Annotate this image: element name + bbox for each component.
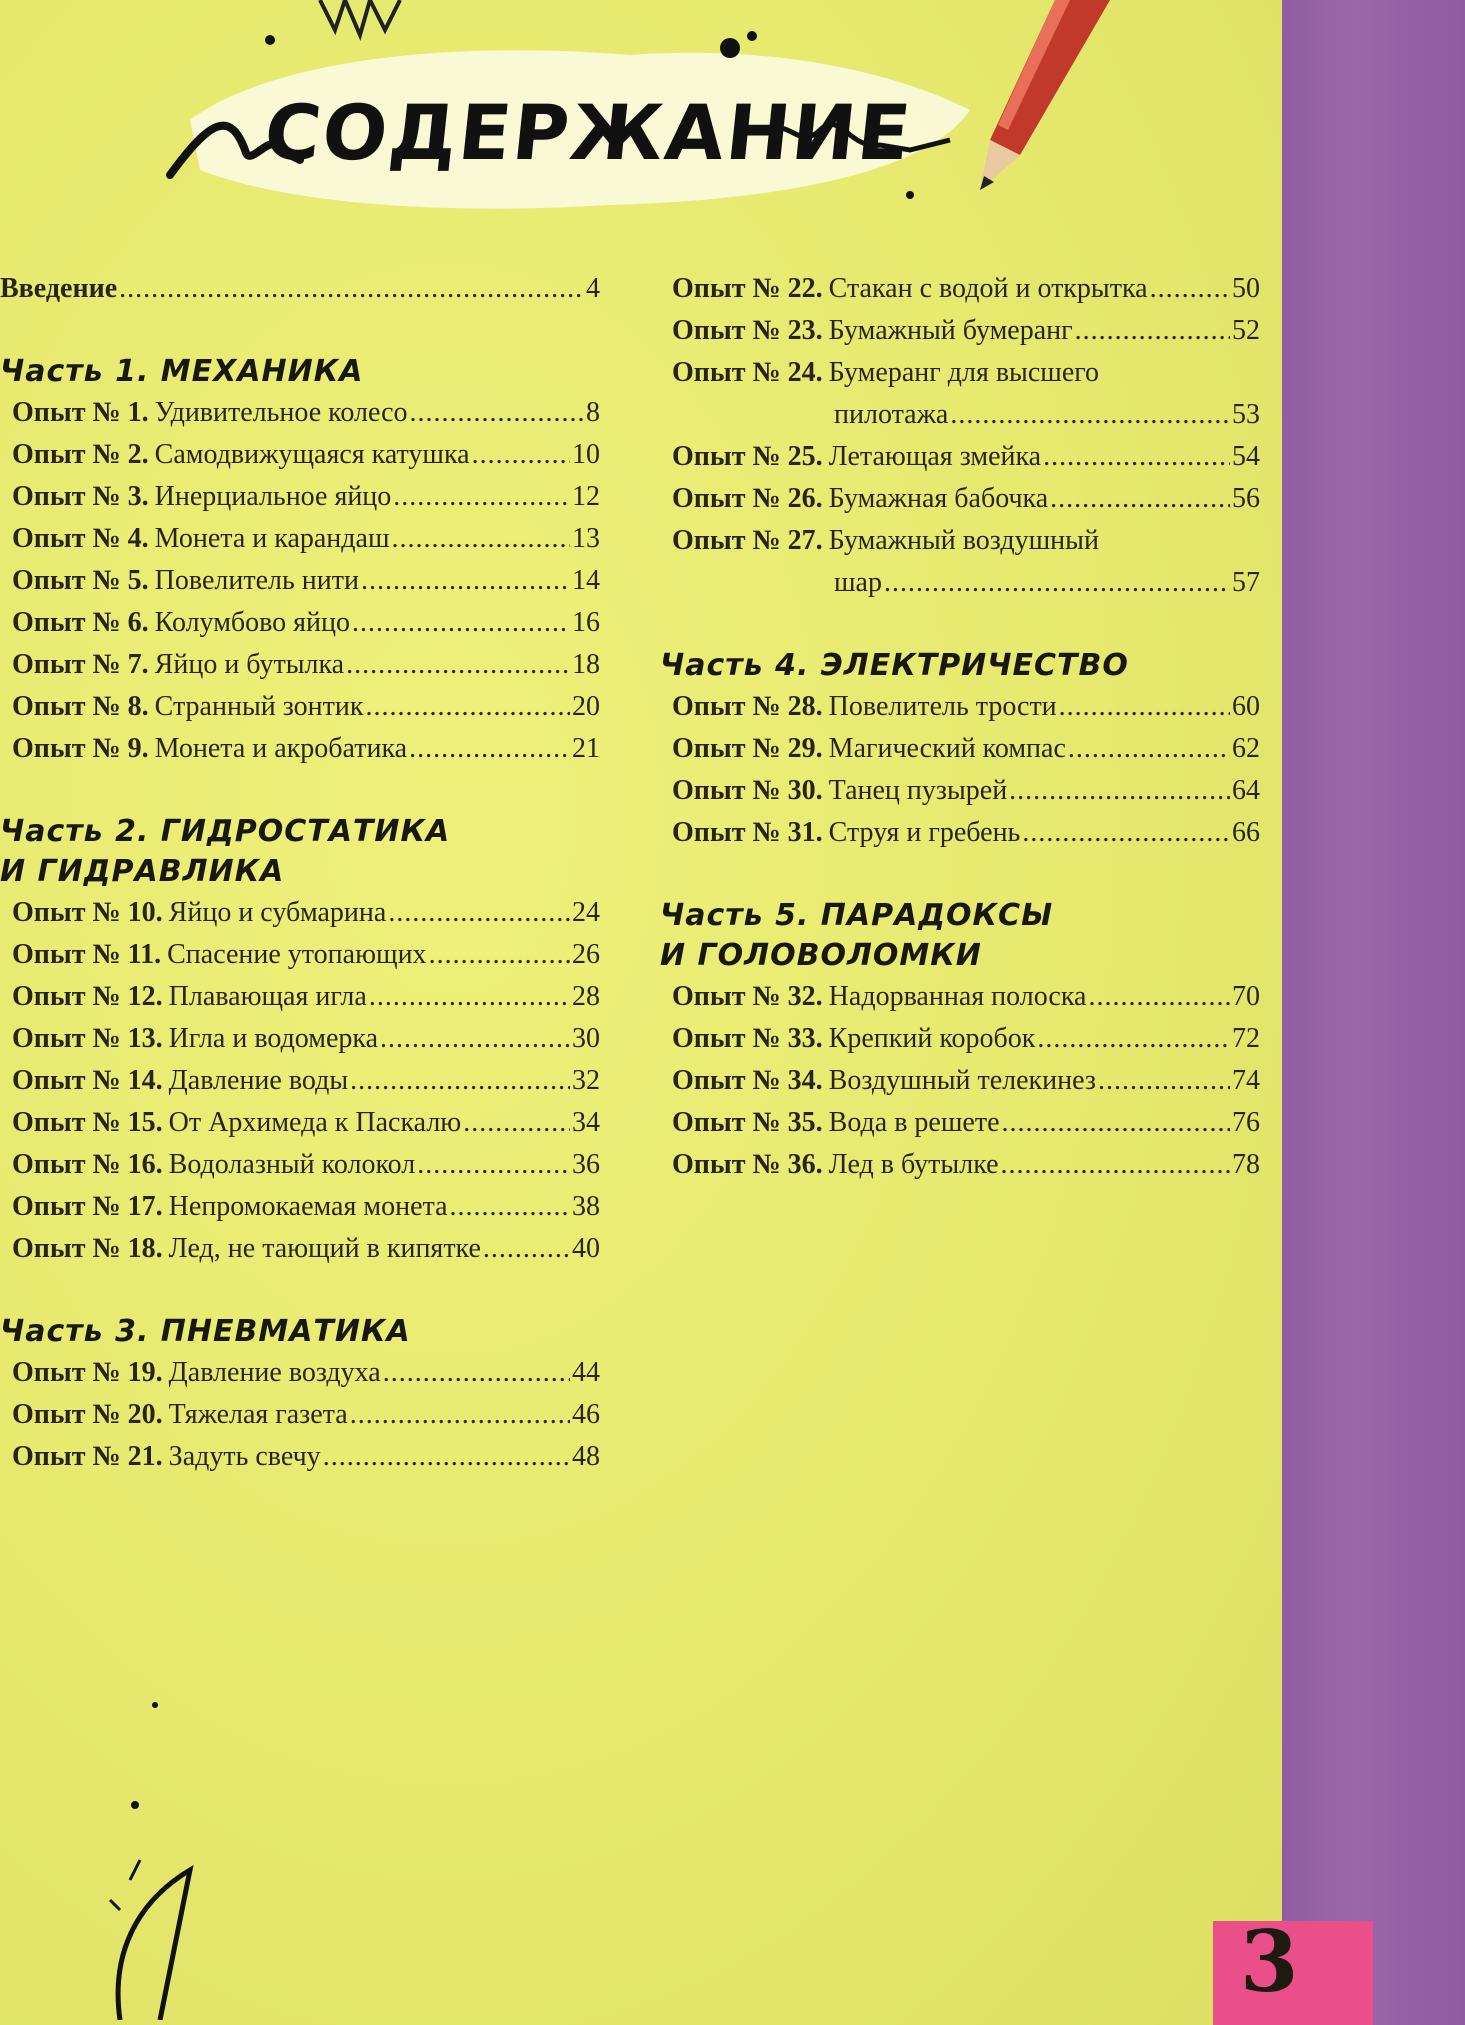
toc-entry[interactable] [0,1394,600,1436]
entry-title: Игла и водомерка [168,1023,379,1054]
entry-page: 40 [572,1233,600,1264]
entry-number: Опыт № 26. [672,483,823,514]
part2-list [0,892,600,1270]
toc-entry[interactable] [660,770,1260,812]
entry-number: Опыт № 14. [12,1065,163,1096]
entry-number: Опыт № 32. [672,981,823,1012]
entry-page: 50 [1232,273,1260,304]
entry-page: 30 [572,1023,600,1054]
part3-continued-list [660,268,1260,604]
intro-label: Введение [0,273,118,304]
dot-leader [417,1144,570,1186]
entry-page: 34 [572,1107,600,1138]
dot-leader [1009,770,1230,812]
section-title-part3: Часть 3. ПНЕВМАТИКА [0,1314,411,1349]
toc-entry[interactable] [0,644,600,686]
entry-number: Опыт № 29. [672,733,823,764]
entry-title: Колумбово яйцо [154,607,351,638]
part3-list [0,1352,600,1478]
dot-leader [365,686,570,728]
dot-leader [383,1352,570,1394]
section-title-part4: Часть 4. ЭЛЕКТРИЧЕСТВО [660,648,1129,683]
entry-title: Крепкий коробок [828,1023,1036,1054]
entry-number: Опыт № 33. [672,1023,823,1054]
entry-title: Повелитель трости [828,691,1057,722]
toc-entry[interactable] [660,1018,1260,1060]
entry-title: Надорванная полоска [828,981,1087,1012]
entry-number: Опыт № 28. [672,691,823,722]
section-title-part1: Часть 1. МЕХАНИКА [0,354,364,389]
dot-leader [1075,310,1230,352]
entry-number: Опыт № 17. [12,1191,163,1222]
dot-leader [1043,436,1230,478]
entry-title: Повелитель нити [154,565,359,596]
entry-number: Опыт № 5. [12,565,149,596]
toc-row-intro[interactable] [0,268,600,310]
toc-entry[interactable] [660,436,1260,478]
toc-entry[interactable] [0,1436,600,1478]
entry-number: Опыт № 27. [672,525,823,556]
entry-title: Водолазный колокол [168,1149,416,1180]
entry-page: 24 [572,897,600,928]
entry-title: От Архимеда к Паскалю [168,1107,462,1138]
scribble-lines [320,0,400,35]
dot-leader [350,1394,570,1436]
dot-leader [1150,268,1230,310]
toc-left-column [0,268,600,1478]
entry-title: Тяжелая газета [168,1399,348,1430]
dot-leader [1001,1144,1230,1186]
entry-title: Давление воды [168,1065,349,1096]
toc-entry[interactable] [0,1060,600,1102]
toc-entry[interactable] [0,518,600,560]
toc-entry[interactable] [0,686,600,728]
entry-number: Опыт № 8. [12,691,149,722]
toc-entry[interactable] [660,310,1260,352]
entry-number: Опыт № 1. [12,397,149,428]
entry-page: 36 [572,1149,600,1180]
part5-list [660,976,1260,1186]
toc-entry[interactable] [660,1060,1260,1102]
entry-title: Монета и карандаш [154,523,390,554]
entry-title: Странный зонтик [154,691,364,722]
entry-page: 12 [572,481,600,512]
entry-title: Лед, не тающий в кипятке [168,1233,481,1264]
entry-number: Опыт № 19. [12,1357,163,1388]
entry-title: Бумажная бабочка [828,483,1049,514]
entry-number: Опыт № 24. [672,357,823,388]
dot-leader [1088,976,1230,1018]
dot-leader [350,1060,570,1102]
dot-leader [1068,728,1230,770]
entry-number: Опыт № 9. [12,733,149,764]
entry-page: 60 [1232,691,1260,722]
dot-leader [950,394,1230,436]
dot-leader [483,1228,570,1270]
entry-title: Яйцо и бутылка [154,649,345,680]
entry-page: 57 [1232,567,1260,598]
entry-number: Опыт № 7. [12,649,149,680]
entry-number: Опыт № 4. [12,523,149,554]
entry-number: Опыт № 15. [12,1107,163,1138]
dot-leader [472,434,570,476]
entry-number: Опыт № 35. [672,1107,823,1138]
entry-number: Опыт № 30. [672,775,823,806]
entry-number: Опыт № 34. [672,1065,823,1096]
dot-leader [1002,1102,1230,1144]
dot-leader [410,392,584,434]
toc-entry[interactable] [0,434,600,476]
entry-title: Самодвижущаяся катушка [154,439,470,470]
doodle-decoration [100,1700,220,2020]
dot-leader [352,602,570,644]
entry-number: Опыт № 22. [672,273,823,304]
toc-entry[interactable] [0,976,600,1018]
toc-entry[interactable] [0,1102,600,1144]
entry-page: 56 [1232,483,1260,514]
toc-entry[interactable] [660,1144,1260,1186]
entry-page: 38 [572,1191,600,1222]
entry-title: Инерциальное яйцо [154,481,392,512]
section-title-part2-line1: Часть 2. ГИДРОСТАТИКА [0,814,451,849]
entry-title: Удивительное колесо [154,397,408,428]
entry-page: 28 [572,981,600,1012]
entry-page: 44 [572,1357,600,1388]
dot-leader [450,1186,571,1228]
entry-title: Бумажный бумеранг [828,315,1073,346]
entry-page: 53 [1232,399,1260,430]
dot-leader [1059,686,1230,728]
entry-title-continued: пилотажа [834,399,949,430]
part4-list [660,686,1260,854]
toc-entry[interactable] [660,1102,1260,1144]
entry-number: Опыт № 10. [12,897,163,928]
toc-entry[interactable] [0,892,600,934]
dot-leader [1050,478,1230,520]
dot-leader [393,476,570,518]
toc-entry[interactable] [660,728,1260,770]
entry-number: Опыт № 6. [12,607,149,638]
entry-page: 52 [1232,315,1260,346]
toc-entry[interactable] [0,1228,600,1270]
entry-number: Опыт № 3. [12,481,149,512]
section-title-part5-line1: Часть 5. ПАРАДОКСЫ [660,898,1054,933]
entry-page: 21 [572,733,600,764]
toc-entry[interactable] [660,520,1260,562]
side-band [1282,0,1465,2025]
pencil-icon [960,0,1110,200]
entry-title: Давление воздуха [168,1357,381,1388]
toc-entry[interactable] [0,1352,600,1394]
section-title-part5-line2: И ГОЛОВОЛОМКИ [660,938,982,973]
entry-page: 16 [572,607,600,638]
dot-leader [380,1018,570,1060]
entry-title: Монета и акробатика [154,733,408,764]
dot-leader [1022,812,1230,854]
entry-title: Спасение утопающих [167,939,427,970]
entry-title: Яйцо и субмарина [168,897,387,928]
entry-title: Задуть свечу [168,1441,321,1472]
toc-entry[interactable] [660,478,1260,520]
entry-title: Стакан с водой и открытка [828,273,1148,304]
entry-page: 32 [572,1065,600,1096]
entry-title: Плавающая игла [168,981,367,1012]
dot-leader [392,518,570,560]
toc-entry[interactable] [0,476,600,518]
entry-page: 62 [1232,733,1260,764]
entry-title: Магический компас [828,733,1066,764]
page-title: СОДЕРЖАНИЕ [260,88,917,177]
dot-leader [1098,1060,1230,1102]
dot-leader [1037,1018,1230,1060]
section-title-part2-line2: И ГИДРАВЛИКА [0,854,285,889]
entry-page: 18 [572,649,600,680]
dot-leader [884,562,1230,604]
toc-entry[interactable] [0,602,600,644]
toc-entry[interactable] [0,1186,600,1228]
toc-entry[interactable] [660,686,1260,728]
entry-page: 76 [1232,1107,1260,1138]
entry-page: 20 [572,691,600,722]
entry-page: 54 [1232,441,1260,472]
dot-leader [323,1436,570,1478]
dot-leader [429,934,570,976]
toc-entry[interactable] [0,560,600,602]
entry-page: 13 [572,523,600,554]
dot-leader [346,644,570,686]
toc-entry[interactable] [0,1018,600,1060]
entry-title: Бумеранг для высшего [828,357,1100,388]
entry-number: Опыт № 31. [672,817,823,848]
entry-page: 14 [572,565,600,596]
entry-number: Опыт № 25. [672,441,823,472]
entry-title: Вода в решете [828,1107,1000,1138]
toc-entry[interactable] [0,728,600,770]
toc-entry[interactable] [660,976,1260,1018]
entry-number: Опыт № 12. [12,981,163,1012]
entry-page: 10 [572,439,600,470]
entry-title: Струя и гребень [828,817,1021,848]
entry-page: 66 [1232,817,1260,848]
page-number: 3 [1240,1912,1299,2011]
entry-title: Летающая змейка [828,441,1042,472]
entry-number: Опыт № 13. [12,1023,163,1054]
entry-number: Опыт № 21. [12,1441,163,1472]
toc-entry-continuation[interactable] [660,562,1260,604]
dot-leader [361,560,570,602]
entry-title-continued: шар [834,567,882,598]
entry-number: Опыт № 2. [12,439,149,470]
entry-number: Опыт № 11. [12,939,162,970]
entry-title: Лед в бутылке [828,1149,999,1180]
toc-entry[interactable] [0,934,600,976]
entry-number: Опыт № 23. [672,315,823,346]
entry-number: Опыт № 18. [12,1233,163,1264]
entry-page: 74 [1232,1065,1260,1096]
entry-title: Непромокаемая монета [168,1191,448,1222]
entry-page: 64 [1232,775,1260,806]
dot-leader [369,976,570,1018]
entry-page: 72 [1232,1023,1260,1054]
toc-entry[interactable] [660,268,1260,310]
toc-right-column [660,268,1260,1186]
dot-leader [388,892,570,934]
dot-leader [119,268,584,310]
entry-page: 46 [572,1399,600,1430]
dot-leader [463,1102,570,1144]
toc-entry[interactable] [660,812,1260,854]
entry-page: 48 [572,1441,600,1472]
entry-page: 8 [586,397,600,428]
toc-entry[interactable] [0,1144,600,1186]
toc-entry-continuation[interactable] [660,394,1260,436]
entry-number: Опыт № 20. [12,1399,163,1430]
entry-number: Опыт № 16. [12,1149,163,1180]
dot-leader [409,728,570,770]
toc-entry[interactable] [660,352,1260,394]
entry-page: 26 [572,939,600,970]
entry-title: Воздушный телекинез [828,1065,1096,1096]
entry-title: Бумажный воздушный [828,525,1099,556]
intro-page: 4 [586,273,600,304]
part1-list [0,392,600,770]
toc-entry[interactable] [0,392,600,434]
entry-page: 70 [1232,981,1260,1012]
entry-title: Танец пузырей [828,775,1008,806]
entry-number: Опыт № 36. [672,1149,823,1180]
entry-page: 78 [1232,1149,1260,1180]
